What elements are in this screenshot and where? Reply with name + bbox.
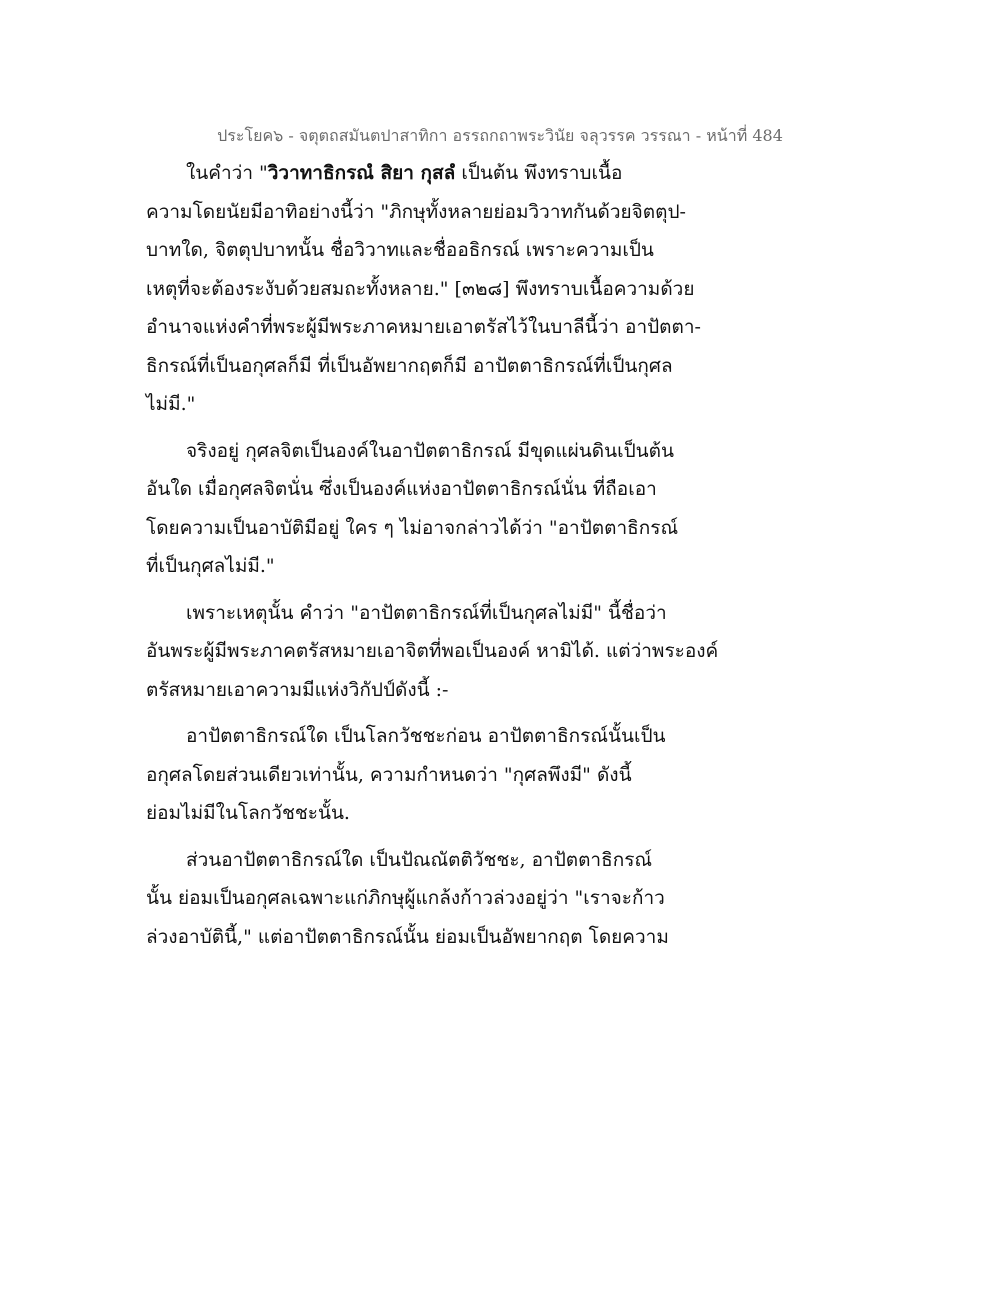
body-text (146, 154, 756, 956)
text-line: ที่เป็นกุศลไม่มี." (146, 555, 275, 577)
paragraph-5 (146, 841, 756, 957)
text-line: โดยความเป็นอาบัติมีอยู่ ใคร ๆ ไม่อาจกล่าวได้ว่า "อาปัตตาธิกรณ์ (146, 516, 679, 539)
text-line: เหตุที่จะต้องระงับด้วยสมถะทั้งหลาย." [๓๒๘] พึงทราบเนื้อความด้วย (146, 277, 695, 300)
text-segment: เป็นต้น พึงทราบเนื้อ (455, 162, 623, 184)
text-segment: ในคำว่า " (186, 162, 268, 184)
text-line: ย่อมไม่มีในโลกวัชชะนั้น. (146, 802, 350, 824)
text-line: อันพระผู้มีพระภาคตรัสหมายเอาจิตที่พอเป็นองค์ หามิได้. แต่ว่าพระองค์ (146, 640, 719, 662)
text-line: ส่วนอาปัตตาธิกรณ์ใด เป็นปัณณัตติวัชชะ, อาปัตตาธิกรณ์ (186, 848, 653, 871)
text-line: ธิกรณ์ที่เป็นอกุศลก็มี ที่เป็นอัพยากฤตก็มี อาปัตตาธิกรณ์ที่เป็นกุศล (146, 354, 673, 377)
text-line: ความโดยนัยมีอาทิอย่างนี้ว่า "ภิกษุทั้งหลายย่อมวิวาทกันด้วยจิตตุป- (146, 200, 686, 223)
text-line: จริงอยู่ กุศลจิตเป็นองค์ในอาปัตตาธิกรณ์ มีขุดแผ่นดินเป็นต้น (186, 439, 674, 462)
paragraph-2 (146, 432, 756, 586)
page-header: ประโยค๖ - จตุตถสมันตปาสาทิกา อรรถกถาพระวินัย จลุวรรค วรรณา - หน้าที่ 484 (217, 126, 783, 145)
text-line: นั้น ย่อมเป็นอกุศลเฉพาะแก่ภิกษุผู้แกล้งก้าวล่วงอยู่ว่า "เราจะก้าว (146, 887, 665, 909)
text-line (146, 154, 756, 193)
paragraph-1 (146, 154, 756, 424)
text-line: ไม่มี." (146, 393, 196, 415)
paragraph-3 (146, 594, 756, 710)
paragraph-4 (146, 717, 756, 833)
text-line: อาปัตตาธิกรณ์ใด เป็นโลกวัชชะก่อน อาปัตตาธิกรณ์นั้นเป็น (186, 725, 666, 747)
text-line: เพราะเหตุนั้น คำว่า "อาปัตตาธิกรณ์ที่เป็นกุศลไม่มี" นี้ชื่อว่า (186, 601, 667, 624)
bold-term: วิวาทาธิกรณํ สิยา กุสลํ (267, 162, 456, 184)
text-line: อันใด เมื่อกุศลจิตนั่น ซึ่งเป็นองค์แห่งอาปัตตาธิกรณ์นั่น ที่ถือเอา (146, 478, 657, 500)
text-line: อำนาจแห่งคำที่พระผู้มีพระภาคหมายเอาตรัสไว้ในบาลีนี้ว่า อาปัตตา- (146, 316, 701, 338)
text-line: ล่วงอาบัตินี้," แต่อาปัตตาธิกรณ์นั้น ย่อมเป็นอัพยากฤต โดยความ (146, 925, 669, 948)
text-line: อกุศลโดยส่วนเดียวเท่านั้น, ความกำหนดว่า "กุศลพึงมี" ดังนี้ (146, 763, 632, 786)
text-line: บาทใด, จิตตุปบาทนั้น ชื่อวิวาทและชื่ออธิกรณ์ เพราะความเป็น (146, 239, 654, 261)
text-line: ตรัสหมายเอาความมีแห่งวิกัปป์ดังนี้ :- (146, 678, 449, 701)
